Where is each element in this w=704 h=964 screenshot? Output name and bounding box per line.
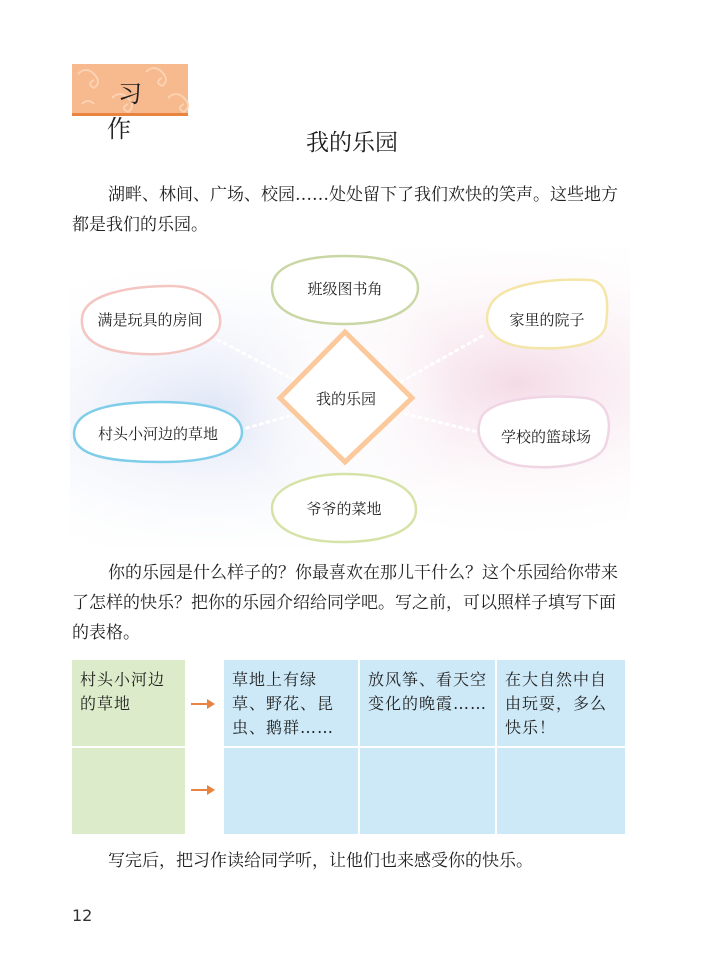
bubble-right-bottom bbox=[479, 397, 609, 468]
page-title: 我的乐园 bbox=[306, 130, 398, 156]
place-cell-1: 村头小河边的草地 bbox=[72, 660, 185, 746]
arrow-icon bbox=[190, 698, 216, 710]
scene-cell-2 bbox=[224, 748, 358, 834]
intro-paragraph: 湖畔、林间、广场、校园……处处留下了我们欢快的笑声。这些地方都是我们的乐园。 bbox=[72, 185, 618, 235]
mind-map-diagram bbox=[70, 248, 630, 548]
bubble-right-top-label: 家里的院子 bbox=[509, 311, 585, 329]
bubble-bottom bbox=[272, 474, 416, 542]
bubble-top bbox=[272, 256, 418, 324]
feeling-cell-2 bbox=[497, 748, 625, 834]
bubble-bottom-label: 爷爷的菜地 bbox=[306, 500, 382, 518]
scene-cell-1: 草地上有绿草、野花、昆虫、鹅群…… bbox=[224, 660, 358, 746]
bubble-left-top bbox=[82, 286, 220, 354]
bubble-left-bottom bbox=[74, 402, 242, 462]
activity-cell-2 bbox=[360, 748, 495, 834]
bubble-right-bottom-label: 学校的篮球场 bbox=[500, 428, 592, 446]
bubble-top-label: 班级图书角 bbox=[307, 280, 383, 298]
section-badge bbox=[72, 64, 188, 143]
arrow-icon bbox=[190, 784, 216, 796]
page-number: 12 bbox=[72, 906, 93, 925]
feeling-cell-1: 在大自然中自由玩耍，多么快乐！ bbox=[497, 660, 625, 746]
closing-paragraph: 写完后，把习作读给同学听，让他们也来感受你的快乐。 bbox=[108, 851, 533, 871]
instructions-paragraph: 你的乐园是什么样子的？你最喜欢在那儿干什么？这个乐园给你带来了怎样的快乐？把你的乐园介绍给同学吧。写之前，可以照样子填写下面的表格。 bbox=[72, 563, 618, 643]
place-cell-2 bbox=[72, 748, 185, 834]
activity-cell-1: 放风筝、看天空变化的晚霞…… bbox=[360, 660, 495, 746]
badge-label: 习 作 bbox=[107, 80, 164, 143]
bubble-left-top-label: 满是玩具的房间 bbox=[97, 311, 203, 329]
bubble-left-bottom-label: 村头小河边的草地 bbox=[97, 425, 219, 443]
center-label: 我的乐园 bbox=[315, 390, 377, 408]
